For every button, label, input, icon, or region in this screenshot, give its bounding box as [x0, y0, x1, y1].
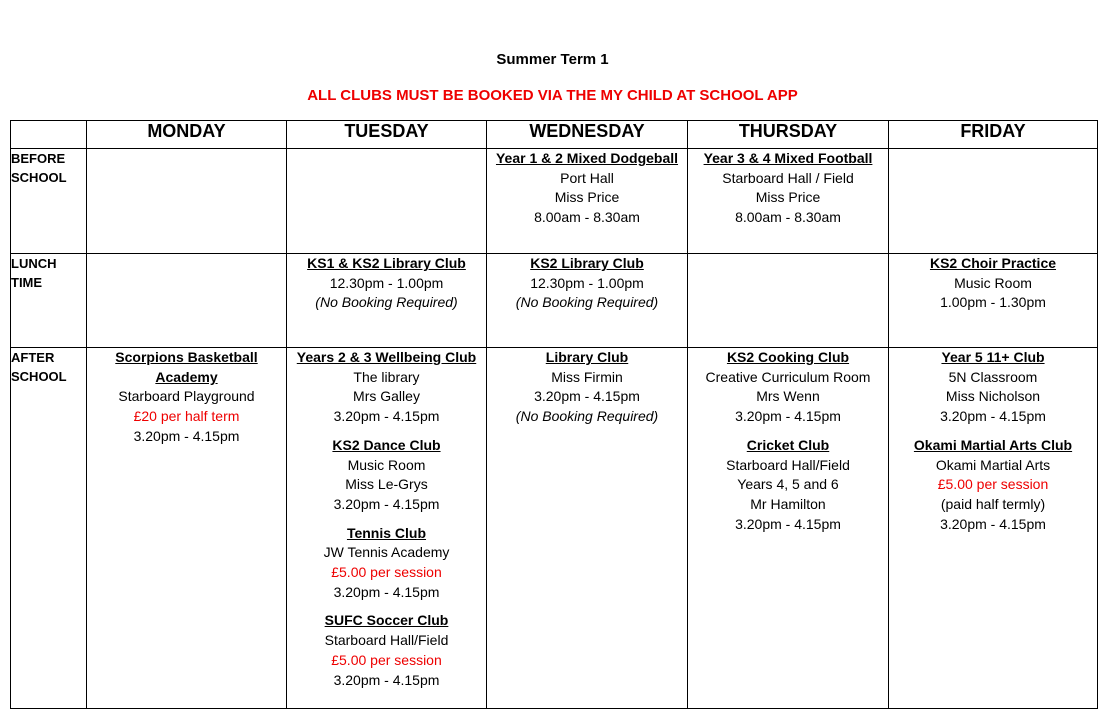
club-name: SUFC Soccer Club — [324, 612, 449, 629]
club-detail: 8.00am - 8.30am — [735, 209, 841, 226]
cell-tuesday — [287, 149, 487, 254]
row-label-before-school — [11, 149, 87, 254]
booking-notice: ALL CLUBS MUST BE BOOKED VIA THE MY CHILD AT SCHOOL APP — [307, 87, 798, 104]
club-entry — [287, 436, 486, 515]
club-entry — [287, 348, 486, 427]
club-detail: 1.00pm - 1.30pm — [940, 294, 1046, 311]
club-name: Okami Martial Arts Club — [913, 436, 1073, 453]
club-detail: Mrs Wenn — [756, 388, 820, 405]
club-detail: Miss Nicholson — [945, 388, 1041, 405]
cell-wednesday — [487, 254, 688, 348]
club-price: £5.00 per session — [331, 651, 442, 668]
day-header-thursday: THURSDAY — [688, 121, 889, 149]
cell-monday — [87, 348, 287, 709]
club-name: KS1 & KS2 Library Club — [307, 255, 466, 271]
club-detail: 3.20pm - 4.15pm — [735, 408, 841, 425]
club-entry — [889, 348, 1097, 427]
club-entry — [287, 611, 486, 690]
club-entry — [487, 149, 687, 228]
club-name: Year 1 & 2 Mixed Dodgeball — [495, 150, 679, 166]
row-label-lunch-time — [11, 254, 87, 348]
club-detail: Starboard Playground — [118, 388, 255, 405]
row-label-after-school — [11, 348, 87, 709]
club-detail: 3.20pm - 4.15pm — [333, 408, 440, 425]
before-school-row — [11, 149, 1098, 254]
club-detail: Starboard Hall / Field — [722, 169, 854, 186]
club-detail: 3.20pm - 4.15pm — [940, 515, 1046, 532]
club-price: £5.00 per session — [937, 476, 1049, 493]
day-header-friday: FRIDAY — [889, 121, 1098, 149]
cell-tuesday — [287, 348, 487, 709]
club-detail: Okami Martial Arts — [935, 456, 1051, 473]
club-name: KS2 Choir Practice — [929, 255, 1057, 271]
club-note: (No Booking Required) — [315, 294, 458, 311]
club-name: Year 5 11+ Club — [941, 349, 1045, 365]
cell-wednesday — [487, 149, 688, 254]
club-detail: The library — [353, 368, 420, 385]
club-name: KS2 Dance Club — [332, 436, 441, 453]
row-label-text: LUNCH TIME — [11, 256, 57, 290]
cell-monday — [87, 254, 287, 348]
club-entry — [287, 524, 486, 603]
club-detail: 8.00am - 8.30am — [534, 209, 640, 226]
cell-monday — [87, 149, 287, 254]
club-detail: 3.20pm - 4.15pm — [333, 495, 440, 512]
club-entry — [688, 348, 888, 427]
club-detail: Miss Le-Grys — [345, 476, 428, 493]
club-detail: JW Tennis Academy — [323, 544, 450, 561]
club-detail: 3.20pm - 4.15pm — [133, 427, 240, 444]
club-detail: Music Room — [347, 456, 426, 473]
club-detail: Starboard Hall/Field — [324, 632, 449, 649]
club-detail: Miss Firmin — [551, 368, 623, 385]
club-name: Years 2 & 3 Wellbeing Club — [296, 349, 477, 365]
club-detail: Port Hall — [560, 169, 614, 186]
cell-friday — [889, 149, 1098, 254]
club-detail: Creative Curriculum Room — [705, 368, 871, 385]
club-note: (No Booking Required) — [515, 408, 659, 425]
club-detail: Miss Price — [755, 189, 821, 206]
club-detail: Music Room — [954, 274, 1032, 291]
club-name: Tennis Club — [346, 524, 427, 541]
corner-cell — [11, 121, 87, 149]
row-label-text: BEFORE SCHOOL — [11, 151, 67, 185]
club-detail: 12.30pm - 1.00pm — [530, 274, 644, 291]
club-entry — [487, 254, 687, 313]
club-detail: 3.20pm - 4.15pm — [333, 583, 440, 600]
club-detail: Starboard Hall/Field — [726, 456, 850, 473]
cell-wednesday — [487, 348, 688, 709]
club-detail: Mr Hamilton — [750, 495, 826, 512]
club-price: £20 per half term — [133, 408, 240, 425]
cell-thursday — [688, 254, 889, 348]
club-detail: (paid half termly) — [940, 495, 1046, 512]
day-header-wednesday: WEDNESDAY — [487, 121, 688, 149]
club-name: KS2 Cooking Club — [726, 349, 850, 365]
club-detail: 3.20pm - 4.15pm — [940, 408, 1046, 425]
after-school-row — [11, 348, 1098, 709]
club-entry — [87, 348, 286, 447]
cell-thursday — [688, 149, 889, 254]
cell-friday — [889, 254, 1098, 348]
lunch-time-row — [11, 254, 1098, 348]
day-header-row — [11, 121, 1098, 149]
club-detail: 12.30pm - 1.00pm — [329, 274, 444, 291]
page-title: Summer Term 1 — [496, 51, 609, 68]
club-detail: 5N Classroom — [948, 368, 1038, 385]
club-detail: 3.20pm - 4.15pm — [333, 671, 440, 688]
day-header-monday: MONDAY — [87, 121, 287, 149]
club-entry — [287, 254, 486, 313]
club-detail: Years 4, 5 and 6 — [737, 476, 839, 493]
club-detail: Miss Price — [554, 189, 620, 206]
club-detail: 3.20pm - 4.15pm — [735, 515, 841, 532]
day-header-tuesday: TUESDAY — [287, 121, 487, 149]
cell-tuesday — [287, 254, 487, 348]
club-name: Library Club — [545, 349, 629, 365]
club-entry — [889, 436, 1097, 535]
club-name: KS2 Library Club — [530, 255, 644, 271]
club-entry — [688, 149, 888, 228]
club-note: (No Booking Required) — [515, 294, 659, 311]
club-name: Year 3 & 4 Mixed Football — [703, 150, 873, 166]
club-detail: 3.20pm - 4.15pm — [534, 388, 640, 405]
club-price: £5.00 per session — [331, 564, 442, 581]
club-detail: Mrs Galley — [353, 388, 420, 405]
timetable — [10, 120, 1098, 709]
row-label-text: AFTER SCHOOL — [11, 350, 67, 384]
club-entry — [889, 254, 1097, 313]
cell-friday — [889, 348, 1098, 709]
club-name: Scorpions Basketball Academy — [115, 349, 258, 385]
club-entry — [688, 436, 888, 535]
club-entry — [487, 348, 687, 427]
club-name: Cricket Club — [746, 436, 830, 453]
cell-thursday — [688, 348, 889, 709]
